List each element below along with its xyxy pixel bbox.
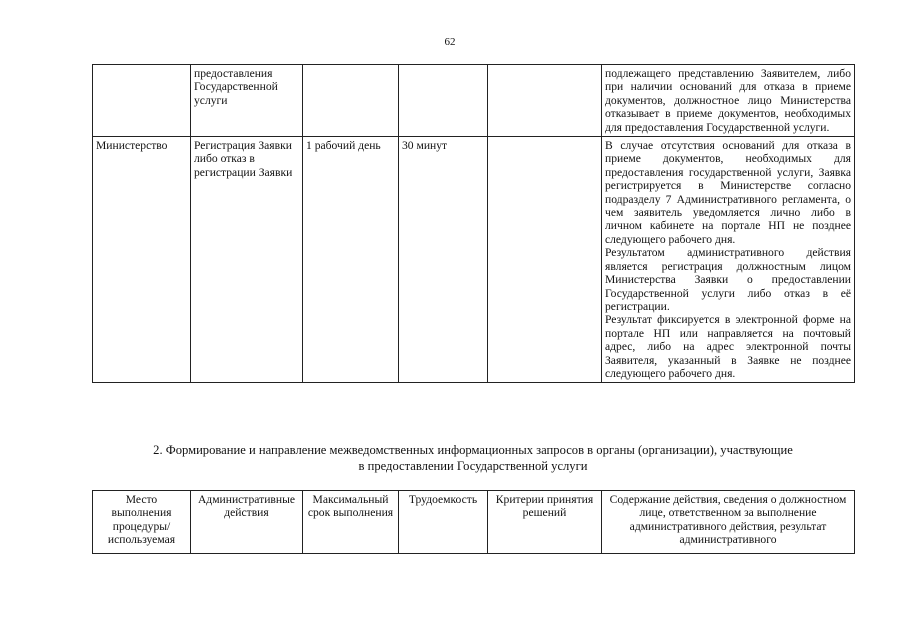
paragraph: Результатом административного действия является регистрация должностным лицом Министерства Заявки о предоставлении Государственной услуги либо отказ в её регистрации.	[605, 246, 851, 313]
table-cell	[303, 65, 399, 137]
page-number: 62	[444, 36, 456, 48]
column-header: Критерии принятия решений	[488, 491, 602, 554]
paragraph: В случае отсутствия оснований для отказа в приеме документов, необходимых для предоставления государственной услуги, Заявка регистрируется в Министерстве согласно подразделу 7 Административного регламента, о чем заявитель уведомляется лично либо в личном кабинете на портале НП не позднее следующего рабочего дня.	[605, 139, 851, 246]
table-cell: предоставления Государственной услуги	[191, 65, 303, 137]
section-heading	[92, 442, 854, 474]
table-cell: Регистрация Заявки либо отказ в регистрации Заявки	[191, 137, 303, 383]
table-row	[93, 137, 855, 383]
column-header: Содержание действия, сведения о должностном лице, ответственном за выполнение административного действия, результат административного	[602, 491, 855, 554]
paragraph: Результат фиксируется в электронной форме на портале НП или направляется на почтовый адрес, либо на адрес электронной почты Заявителя, указанный в Заявке не позднее следующего рабочего дня.	[605, 313, 851, 380]
procedure-table-continued	[92, 64, 855, 383]
section-heading-line: 2. Формирование и направление межведомственных информационных запросов в органы (организации), участвующие	[153, 443, 793, 457]
column-header: Максимальный срок выполнения	[303, 491, 399, 554]
table-cell	[399, 65, 488, 137]
table-cell	[488, 137, 602, 383]
column-header: Трудоемкость	[399, 491, 488, 554]
column-header: Административные действия	[191, 491, 303, 554]
table-cell: 30 минут	[399, 137, 488, 383]
action-description-cell	[602, 137, 855, 383]
table-cell	[488, 65, 602, 137]
table-cell: 1 рабочий день	[303, 137, 399, 383]
table-row	[93, 65, 855, 137]
table-cell: Министерство	[93, 137, 191, 383]
table-cell: подлежащего представлению Заявителем, либо при наличии оснований для отказа в приеме документов, должностное лицо Министерства отказывает в приеме документов, необходимых для предоставления Государственной услуги.	[602, 65, 855, 137]
table-cell	[93, 65, 191, 137]
procedure-table-header	[92, 490, 855, 554]
section-heading-line: в предоставлении Государственной услуги	[358, 459, 588, 473]
table-header-row	[93, 491, 855, 554]
column-header: Место выполнения процедуры/ используемая	[93, 491, 191, 554]
